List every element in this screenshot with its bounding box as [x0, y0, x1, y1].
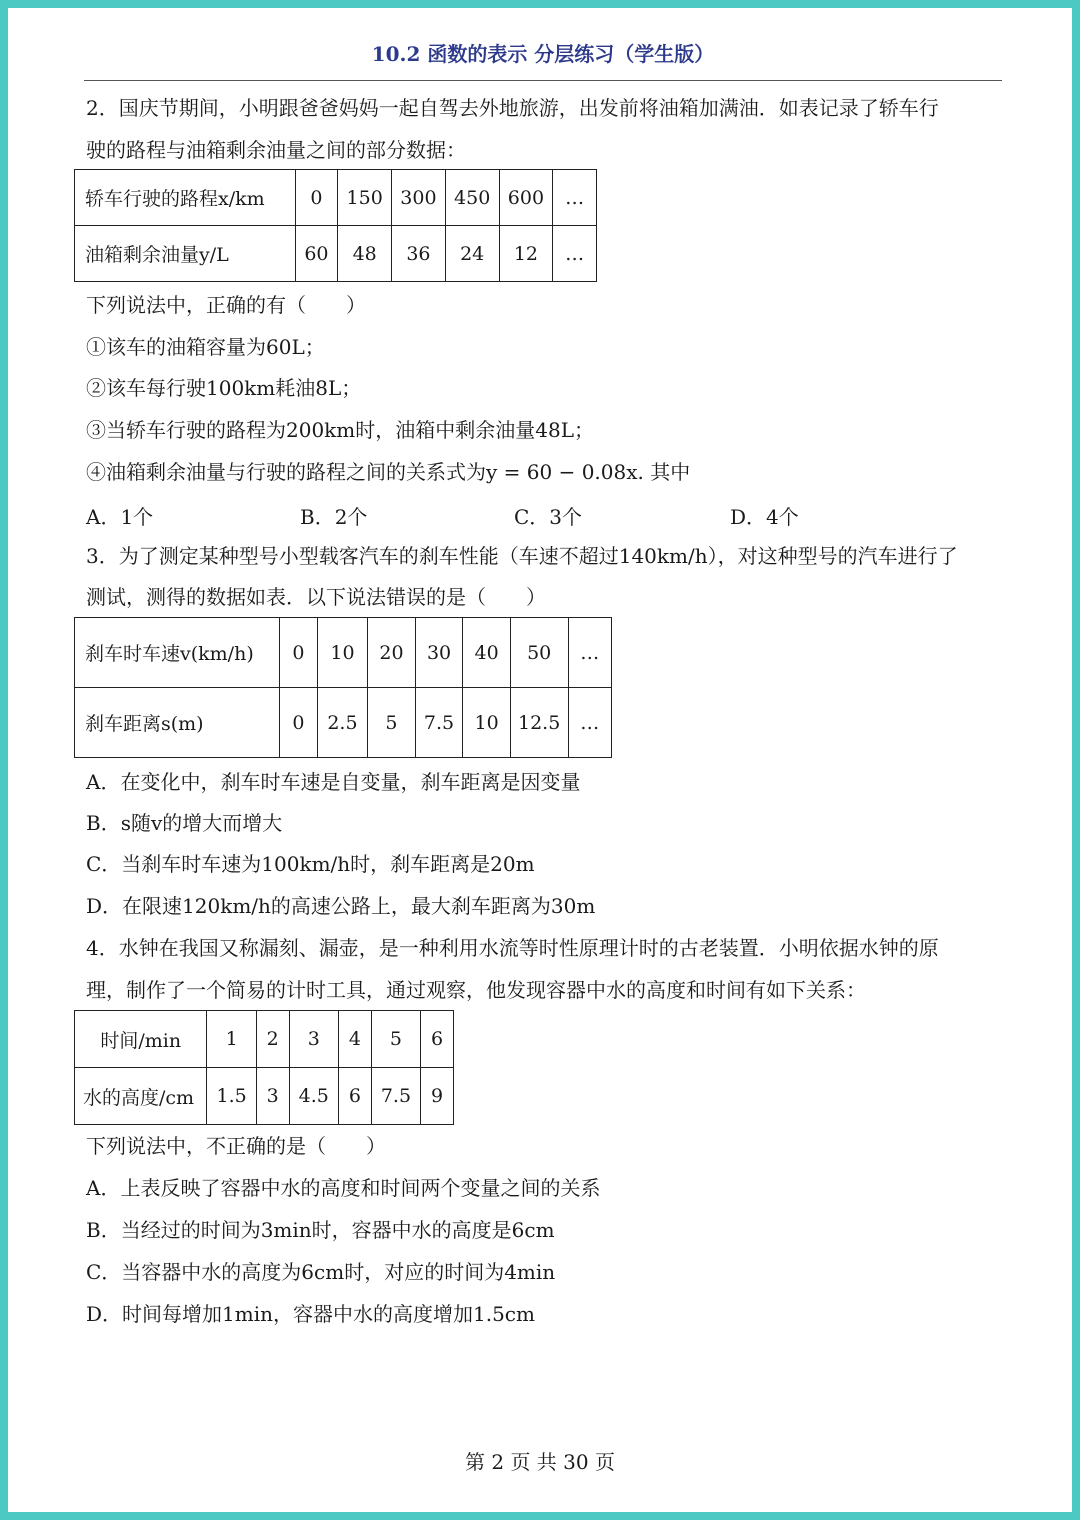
table-cell: 0	[295, 170, 338, 226]
table-cell: 水的高度/cm	[75, 1068, 207, 1125]
q2-option-c: C．3个	[514, 505, 583, 529]
table-cell: 10	[463, 688, 510, 758]
table-row	[75, 226, 597, 282]
table-cell: 2.5	[317, 688, 368, 758]
page-title: 10.2 函数的表示 分层练习（学生版）	[371, 42, 715, 66]
table-cell: 36	[392, 226, 446, 282]
q2-stem-line2: 驶的路程与油箱剩余油量之间的部分数据：	[86, 138, 466, 162]
table-cell: 9	[421, 1068, 454, 1125]
q2-stem-line1: 2．国庆节期间，小明跟爸爸妈妈一起自驾去外地旅游，出发前将油箱加满油．如表记录了轿车行	[86, 96, 939, 120]
table-cell: 6	[421, 1011, 454, 1068]
table-cell: 刹车距离s(m)	[75, 688, 280, 758]
q2-table	[74, 169, 597, 282]
table-cell: 300	[392, 170, 446, 226]
table-cell: …	[568, 688, 612, 758]
header-rule	[84, 80, 1002, 81]
q2-option-a: A．1个	[86, 505, 154, 529]
table-cell: 7.5	[371, 1068, 420, 1125]
table-cell: 150	[338, 170, 392, 226]
table-cell: 油箱剩余油量y/L	[75, 226, 296, 282]
q2-option-b: B．2个	[300, 505, 368, 529]
q4-prompt: 下列说法中，不正确的是（ ）	[86, 1134, 386, 1158]
page-number: 第 2 页 共 30 页	[465, 1450, 615, 1474]
q2-statement-1: ①该车的油箱容量为60L；	[86, 335, 325, 359]
table-row	[75, 170, 597, 226]
q4-stem-line2: 理，制作了一个简易的计时工具，通过观察，他发现容器中水的高度和时间有如下关系：	[86, 978, 866, 1002]
q3-option-b: B．s随v的增大而增大	[86, 811, 283, 835]
table-cell: 10	[317, 618, 368, 688]
q3-table	[74, 617, 612, 758]
table-cell: 12	[499, 226, 553, 282]
q4-stem-line1: 4．水钟在我国又称漏刻、漏壶，是一种利用水流等时性原理计时的古老装置．小明依据水钟的原	[86, 936, 939, 960]
q3-option-a: A．在变化中，刹车时车速是自变量，刹车距离是因变量	[86, 770, 581, 794]
table-cell: 7.5	[415, 688, 463, 758]
table-cell: 60	[295, 226, 338, 282]
q2-prompt: 下列说法中，正确的有（ ）	[86, 293, 366, 317]
table-cell: 5	[371, 1011, 420, 1068]
table-cell: 3	[256, 1068, 289, 1125]
table-cell: 30	[415, 618, 463, 688]
table-cell: 12.5	[510, 688, 568, 758]
table-cell: 20	[368, 618, 415, 688]
table-cell: 2	[256, 1011, 289, 1068]
table-row	[75, 688, 612, 758]
table-cell: 450	[445, 170, 499, 226]
table-cell: …	[553, 226, 597, 282]
table-cell: 4	[338, 1011, 371, 1068]
table-row	[75, 1011, 454, 1068]
q3-stem-line2: 测试，测得的数据如表．以下说法错误的是（ ）	[86, 585, 546, 609]
q4-option-c: C．当容器中水的高度为6cm时，对应的时间为4min	[86, 1260, 556, 1284]
table-cell: 1.5	[207, 1068, 256, 1125]
table-row	[75, 1068, 454, 1125]
q4-table	[74, 1010, 454, 1125]
table-cell: 50	[510, 618, 568, 688]
table-cell: 1	[207, 1011, 256, 1068]
table-cell: 3	[289, 1011, 338, 1068]
table-cell: 轿车行驶的路程x/km	[75, 170, 296, 226]
q3-stem-line1: 3．为了测定某种型号小型载客汽车的刹车性能（车速不超过140km/h），对这种型号的汽车进行了	[86, 544, 958, 568]
document-page	[8, 8, 1072, 1512]
table-cell: 4.5	[289, 1068, 338, 1125]
table-cell: …	[553, 170, 597, 226]
table-row	[75, 618, 612, 688]
q2-option-d: D．4个	[730, 505, 799, 529]
table-cell: 40	[463, 618, 510, 688]
table-cell: 600	[499, 170, 553, 226]
table-cell: 24	[445, 226, 499, 282]
q2-statement-3: ③当轿车行驶的路程为200km时，油箱中剩余油量48L；	[86, 418, 594, 442]
q4-option-d: D．时间每增加1min，容器中水的高度增加1.5cm	[86, 1302, 535, 1326]
q4-option-b: B．当经过的时间为3min时，容器中水的高度是6cm	[86, 1218, 555, 1242]
q4-option-a: A．上表反映了容器中水的高度和时间两个变量之间的关系	[86, 1176, 601, 1200]
table-cell: 0	[280, 688, 317, 758]
table-cell: …	[568, 618, 612, 688]
table-cell: 5	[368, 688, 415, 758]
q3-option-d: D．在限速120km/h的高速公路上，最大刹车距离为30m	[86, 894, 596, 918]
q2-statement-4: ④油箱剩余油量与行驶的路程之间的关系式为y = 60 − 0.08x. 其中	[86, 460, 691, 484]
q2-statement-2: ②该车每行驶100km耗油8L；	[86, 376, 362, 400]
table-cell: 6	[338, 1068, 371, 1125]
table-cell: 刹车时车速v(km/h)	[75, 618, 280, 688]
table-cell: 时间/min	[75, 1011, 207, 1068]
table-cell: 0	[280, 618, 317, 688]
q3-option-c: C．当刹车时车速为100km/h时，刹车距离是20m	[86, 852, 535, 876]
table-cell: 48	[338, 226, 392, 282]
